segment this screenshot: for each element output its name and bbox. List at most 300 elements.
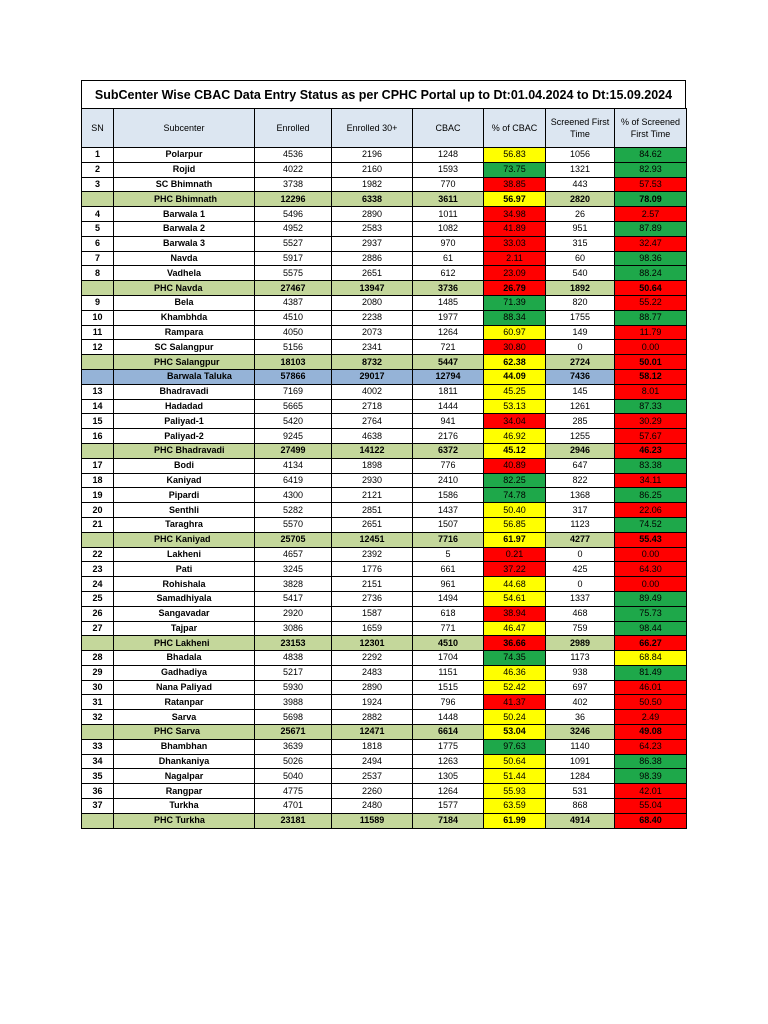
cell-enrolled: 5698 <box>255 710 332 725</box>
cell-pct-cbac: 74.78 <box>484 488 546 503</box>
cell-enrolled-30: 1818 <box>332 739 413 754</box>
cell-screened-first-time: 759 <box>546 621 615 636</box>
cell-subcenter: Rojid <box>114 162 255 177</box>
cell-enrolled-30: 2583 <box>332 221 413 236</box>
cell-screened-first-time: 540 <box>546 266 615 281</box>
cell-pct-cbac: 44.09 <box>484 369 546 384</box>
cell-enrolled: 27467 <box>255 281 332 296</box>
cell-pct-cbac: 36.66 <box>484 636 546 651</box>
cell-pct-screened: 8.01 <box>615 384 687 399</box>
cell-pct-cbac: 74.35 <box>484 651 546 666</box>
cell-enrolled: 18103 <box>255 355 332 370</box>
cell-enrolled-30: 1898 <box>332 458 413 473</box>
table-row <box>82 517 687 532</box>
cell-screened-first-time: 1368 <box>546 488 615 503</box>
cell-pct-cbac: 37.22 <box>484 562 546 577</box>
cell-enrolled-30: 2651 <box>332 517 413 532</box>
cell-subcenter: Nana Paliyad <box>114 680 255 695</box>
cell-subcenter: Gadhadiya <box>114 665 255 680</box>
cell-pct-screened: 88.24 <box>615 266 687 281</box>
cell-pct-cbac: 63.59 <box>484 799 546 814</box>
cell-sn: 20 <box>82 503 114 518</box>
header-subcenter: Subcenter <box>114 109 255 148</box>
cell-enrolled-30: 12471 <box>332 725 413 740</box>
table-row <box>82 710 687 725</box>
cell-screened-first-time: 7436 <box>546 369 615 384</box>
cell-pct-screened: 64.30 <box>615 562 687 577</box>
cell-subcenter: Kaniyad <box>114 473 255 488</box>
cell-screened-first-time: 1284 <box>546 769 615 784</box>
cell-cbac: 1248 <box>413 148 484 163</box>
cell-pct-cbac: 45.25 <box>484 384 546 399</box>
cell-cbac: 6372 <box>413 443 484 458</box>
cell-cbac: 1082 <box>413 221 484 236</box>
cell-pct-cbac: 56.97 <box>484 192 546 207</box>
cell-cbac: 770 <box>413 177 484 192</box>
cell-enrolled: 57866 <box>255 369 332 384</box>
cell-sn: 4 <box>82 207 114 222</box>
cell-subcenter: SC Salangpur <box>114 340 255 355</box>
cell-subcenter: Bhambhan <box>114 739 255 754</box>
cell-enrolled-30: 2196 <box>332 148 413 163</box>
cell-screened-first-time: 1140 <box>546 739 615 754</box>
cell-enrolled: 27499 <box>255 443 332 458</box>
cell-screened-first-time: 315 <box>546 236 615 251</box>
cell-screened-first-time: 443 <box>546 177 615 192</box>
cell-enrolled: 12296 <box>255 192 332 207</box>
cell-sn: 24 <box>82 577 114 592</box>
cell-cbac: 5447 <box>413 355 484 370</box>
cell-subcenter: PHC Navda <box>114 281 255 296</box>
cell-subcenter: Nagalpar <box>114 769 255 784</box>
cell-sn: 14 <box>82 399 114 414</box>
cell-pct-screened: 42.01 <box>615 784 687 799</box>
table-row <box>82 340 687 355</box>
cell-enrolled: 4952 <box>255 221 332 236</box>
cell-sn <box>82 369 114 384</box>
cell-screened-first-time: 402 <box>546 695 615 710</box>
cell-pct-cbac: 34.04 <box>484 414 546 429</box>
cell-pct-screened: 86.25 <box>615 488 687 503</box>
cell-subcenter: PHC Bhadravadi <box>114 443 255 458</box>
cell-enrolled: 5026 <box>255 754 332 769</box>
cell-pct-screened: 68.40 <box>615 813 687 828</box>
cell-sn: 32 <box>82 710 114 725</box>
cell-subcenter: Sangavadar <box>114 606 255 621</box>
cell-cbac: 1586 <box>413 488 484 503</box>
cell-sn: 34 <box>82 754 114 769</box>
cell-pct-cbac: 0.21 <box>484 547 546 562</box>
table-row <box>82 251 687 266</box>
header-sn: SN <box>82 109 114 148</box>
cell-pct-screened: 55.22 <box>615 295 687 310</box>
header-pct-cbac: % of CBAC <box>484 109 546 148</box>
cell-subcenter: Samadhiyala <box>114 591 255 606</box>
cell-sn: 35 <box>82 769 114 784</box>
header-cbac: CBAC <box>413 109 484 148</box>
cell-enrolled-30: 2494 <box>332 754 413 769</box>
cell-pct-cbac: 51.44 <box>484 769 546 784</box>
cell-screened-first-time: 0 <box>546 577 615 592</box>
cell-enrolled-30: 1659 <box>332 621 413 636</box>
cell-enrolled-30: 2238 <box>332 310 413 325</box>
cell-enrolled: 4701 <box>255 799 332 814</box>
cell-sn: 18 <box>82 473 114 488</box>
cell-cbac: 771 <box>413 621 484 636</box>
cell-screened-first-time: 4914 <box>546 813 615 828</box>
cell-sn <box>82 813 114 828</box>
cell-sn <box>82 532 114 547</box>
table-row <box>82 503 687 518</box>
cell-pct-screened: 64.23 <box>615 739 687 754</box>
cell-sn: 16 <box>82 429 114 444</box>
cell-enrolled: 5496 <box>255 207 332 222</box>
cell-screened-first-time: 1892 <box>546 281 615 296</box>
cell-enrolled-30: 2937 <box>332 236 413 251</box>
cell-pct-screened: 83.38 <box>615 458 687 473</box>
cell-screened-first-time: 1123 <box>546 517 615 532</box>
table-row <box>82 754 687 769</box>
cell-subcenter: Rampara <box>114 325 255 340</box>
cell-enrolled: 23181 <box>255 813 332 828</box>
cell-enrolled-30: 2537 <box>332 769 413 784</box>
phc-total-row <box>82 813 687 828</box>
cell-cbac: 1437 <box>413 503 484 518</box>
table-row <box>82 458 687 473</box>
cell-sn: 21 <box>82 517 114 532</box>
cell-cbac: 6614 <box>413 725 484 740</box>
cell-subcenter: Barwala Taluka <box>114 369 255 384</box>
cell-pct-cbac: 56.83 <box>484 148 546 163</box>
header-pct-screened: % of Screened First Time <box>615 109 687 148</box>
cell-enrolled-30: 2480 <box>332 799 413 814</box>
cell-cbac: 1448 <box>413 710 484 725</box>
cell-sn: 31 <box>82 695 114 710</box>
cell-pct-screened: 87.33 <box>615 399 687 414</box>
cell-enrolled: 5040 <box>255 769 332 784</box>
cell-pct-cbac: 61.99 <box>484 813 546 828</box>
cell-screened-first-time: 1091 <box>546 754 615 769</box>
cell-enrolled-30: 2930 <box>332 473 413 488</box>
cell-enrolled: 4134 <box>255 458 332 473</box>
cell-cbac: 612 <box>413 266 484 281</box>
cell-subcenter: Dhankaniya <box>114 754 255 769</box>
cell-screened-first-time: 531 <box>546 784 615 799</box>
cell-subcenter: Paliyad-2 <box>114 429 255 444</box>
cell-cbac: 12794 <box>413 369 484 384</box>
cell-subcenter: PHC Bhimnath <box>114 192 255 207</box>
cell-screened-first-time: 1173 <box>546 651 615 666</box>
cell-enrolled-30: 2292 <box>332 651 413 666</box>
cell-pct-cbac: 30.80 <box>484 340 546 355</box>
cell-pct-screened: 2.49 <box>615 710 687 725</box>
cell-enrolled-30: 2882 <box>332 710 413 725</box>
cell-pct-screened: 0.00 <box>615 577 687 592</box>
cell-enrolled-30: 2483 <box>332 665 413 680</box>
cell-enrolled: 4510 <box>255 310 332 325</box>
cell-enrolled: 25705 <box>255 532 332 547</box>
cell-screened-first-time: 36 <box>546 710 615 725</box>
cell-screened-first-time: 4277 <box>546 532 615 547</box>
cell-sn: 1 <box>82 148 114 163</box>
cell-pct-screened: 86.38 <box>615 754 687 769</box>
cell-pct-cbac: 46.36 <box>484 665 546 680</box>
cell-sn <box>82 355 114 370</box>
cell-cbac: 3736 <box>413 281 484 296</box>
cell-pct-screened: 50.64 <box>615 281 687 296</box>
cell-cbac: 661 <box>413 562 484 577</box>
cell-sn: 37 <box>82 799 114 814</box>
table-row <box>82 591 687 606</box>
cell-subcenter: Bodi <box>114 458 255 473</box>
cell-sn: 10 <box>82 310 114 325</box>
cell-subcenter: SC Bhimnath <box>114 177 255 192</box>
table-row <box>82 651 687 666</box>
cell-screened-first-time: 951 <box>546 221 615 236</box>
table-row <box>82 799 687 814</box>
cell-pct-cbac: 53.04 <box>484 725 546 740</box>
cell-enrolled: 6419 <box>255 473 332 488</box>
cell-cbac: 776 <box>413 458 484 473</box>
cell-cbac: 721 <box>413 340 484 355</box>
cell-cbac: 1444 <box>413 399 484 414</box>
cell-cbac: 1577 <box>413 799 484 814</box>
cell-sn: 12 <box>82 340 114 355</box>
cell-subcenter: Bhadravadi <box>114 384 255 399</box>
cell-enrolled: 4536 <box>255 148 332 163</box>
cell-cbac: 1305 <box>413 769 484 784</box>
table-row <box>82 739 687 754</box>
cell-pct-screened: 98.36 <box>615 251 687 266</box>
table-row <box>82 769 687 784</box>
cell-subcenter: PHC Turkha <box>114 813 255 828</box>
cell-cbac: 2176 <box>413 429 484 444</box>
cell-cbac: 1515 <box>413 680 484 695</box>
cbac-status-table <box>81 108 687 829</box>
cell-cbac: 796 <box>413 695 484 710</box>
cell-subcenter: Barwala 1 <box>114 207 255 222</box>
cell-pct-screened: 46.23 <box>615 443 687 458</box>
cell-enrolled-30: 2392 <box>332 547 413 562</box>
cell-enrolled: 5930 <box>255 680 332 695</box>
cell-enrolled-30: 12301 <box>332 636 413 651</box>
cell-enrolled: 4387 <box>255 295 332 310</box>
cell-screened-first-time: 3246 <box>546 725 615 740</box>
cell-enrolled-30: 4638 <box>332 429 413 444</box>
cell-screened-first-time: 1755 <box>546 310 615 325</box>
cell-enrolled: 9245 <box>255 429 332 444</box>
cell-enrolled-30: 2736 <box>332 591 413 606</box>
cell-screened-first-time: 938 <box>546 665 615 680</box>
cell-pct-cbac: 34.98 <box>484 207 546 222</box>
cell-subcenter: Rohishala <box>114 577 255 592</box>
table-row <box>82 399 687 414</box>
cell-enrolled: 5917 <box>255 251 332 266</box>
cell-sn: 26 <box>82 606 114 621</box>
cell-pct-screened: 30.29 <box>615 414 687 429</box>
cell-pct-screened: 57.67 <box>615 429 687 444</box>
cell-pct-cbac: 41.89 <box>484 221 546 236</box>
cell-subcenter: PHC Sarva <box>114 725 255 740</box>
cell-cbac: 618 <box>413 606 484 621</box>
cell-subcenter: Polarpur <box>114 148 255 163</box>
cell-enrolled-30: 6338 <box>332 192 413 207</box>
cell-sn <box>82 192 114 207</box>
cell-enrolled: 3988 <box>255 695 332 710</box>
cell-pct-screened: 55.04 <box>615 799 687 814</box>
cell-sn: 15 <box>82 414 114 429</box>
cell-screened-first-time: 1321 <box>546 162 615 177</box>
cell-enrolled-30: 1587 <box>332 606 413 621</box>
cell-sn: 36 <box>82 784 114 799</box>
cell-cbac: 7184 <box>413 813 484 828</box>
table-row <box>82 310 687 325</box>
table-row <box>82 577 687 592</box>
cell-sn: 27 <box>82 621 114 636</box>
cell-pct-screened: 0.00 <box>615 547 687 562</box>
cell-enrolled-30: 2764 <box>332 414 413 429</box>
cell-enrolled: 3086 <box>255 621 332 636</box>
cell-cbac: 1485 <box>413 295 484 310</box>
cell-cbac: 1264 <box>413 784 484 799</box>
cell-pct-cbac: 88.34 <box>484 310 546 325</box>
cell-pct-screened: 78.09 <box>615 192 687 207</box>
cell-screened-first-time: 822 <box>546 473 615 488</box>
cell-enrolled-30: 11589 <box>332 813 413 828</box>
cell-sn: 28 <box>82 651 114 666</box>
cell-enrolled: 4050 <box>255 325 332 340</box>
cell-sn: 7 <box>82 251 114 266</box>
cell-subcenter: Khambhda <box>114 310 255 325</box>
cell-subcenter: Vadhela <box>114 266 255 281</box>
cell-pct-screened: 49.08 <box>615 725 687 740</box>
cell-sn: 9 <box>82 295 114 310</box>
cell-screened-first-time: 2946 <box>546 443 615 458</box>
cell-enrolled-30: 12451 <box>332 532 413 547</box>
cell-cbac: 1704 <box>413 651 484 666</box>
cell-screened-first-time: 647 <box>546 458 615 473</box>
cell-subcenter: Rangpar <box>114 784 255 799</box>
cell-pct-screened: 2.57 <box>615 207 687 222</box>
cell-screened-first-time: 1255 <box>546 429 615 444</box>
report-title: SubCenter Wise CBAC Data Entry Status as per CPHC Portal up to Dt:01.04.2024 to Dt:15.09.2024 <box>81 80 686 108</box>
phc-total-row <box>82 192 687 207</box>
cell-cbac: 1593 <box>413 162 484 177</box>
cell-cbac: 1264 <box>413 325 484 340</box>
cell-pct-cbac: 2.11 <box>484 251 546 266</box>
cell-enrolled-30: 2890 <box>332 680 413 695</box>
cell-sn: 6 <box>82 236 114 251</box>
cell-enrolled: 5217 <box>255 665 332 680</box>
phc-total-row <box>82 355 687 370</box>
cell-enrolled-30: 2260 <box>332 784 413 799</box>
phc-total-row <box>82 443 687 458</box>
cell-screened-first-time: 2724 <box>546 355 615 370</box>
cell-subcenter: PHC Kaniyad <box>114 532 255 547</box>
cell-pct-cbac: 73.75 <box>484 162 546 177</box>
cell-pct-cbac: 45.12 <box>484 443 546 458</box>
cell-sn <box>82 443 114 458</box>
phc-total-row <box>82 281 687 296</box>
cell-enrolled-30: 2080 <box>332 295 413 310</box>
cell-enrolled: 23153 <box>255 636 332 651</box>
cell-cbac: 4510 <box>413 636 484 651</box>
cell-cbac: 1811 <box>413 384 484 399</box>
cell-cbac: 970 <box>413 236 484 251</box>
cell-pct-screened: 32.47 <box>615 236 687 251</box>
table-row <box>82 325 687 340</box>
table-row <box>82 665 687 680</box>
cell-sn: 33 <box>82 739 114 754</box>
cell-enrolled: 4775 <box>255 784 332 799</box>
cell-subcenter: Bela <box>114 295 255 310</box>
cell-pct-cbac: 50.24 <box>484 710 546 725</box>
cell-enrolled: 4657 <box>255 547 332 562</box>
cell-subcenter: Hadadad <box>114 399 255 414</box>
cell-pct-screened: 0.00 <box>615 340 687 355</box>
cell-cbac: 1263 <box>413 754 484 769</box>
cell-enrolled-30: 2341 <box>332 340 413 355</box>
cell-pct-cbac: 56.85 <box>484 517 546 532</box>
cell-pct-cbac: 38.85 <box>484 177 546 192</box>
cell-subcenter: Bhadala <box>114 651 255 666</box>
cell-pct-screened: 50.50 <box>615 695 687 710</box>
cell-enrolled-30: 2121 <box>332 488 413 503</box>
cell-sn: 11 <box>82 325 114 340</box>
cell-enrolled: 25671 <box>255 725 332 740</box>
table-row <box>82 266 687 281</box>
cell-screened-first-time: 468 <box>546 606 615 621</box>
cell-pct-cbac: 50.64 <box>484 754 546 769</box>
cell-pct-screened: 74.52 <box>615 517 687 532</box>
cell-cbac: 1507 <box>413 517 484 532</box>
cell-enrolled-30: 2890 <box>332 207 413 222</box>
header-enrolled: Enrolled <box>255 109 332 148</box>
cell-enrolled: 4300 <box>255 488 332 503</box>
cell-enrolled-30: 29017 <box>332 369 413 384</box>
cell-pct-screened: 98.44 <box>615 621 687 636</box>
cell-screened-first-time: 285 <box>546 414 615 429</box>
cell-sn: 19 <box>82 488 114 503</box>
cell-pct-screened: 81.49 <box>615 665 687 680</box>
cell-enrolled: 4022 <box>255 162 332 177</box>
cell-enrolled: 5156 <box>255 340 332 355</box>
cell-cbac: 1151 <box>413 665 484 680</box>
cell-subcenter: Tajpar <box>114 621 255 636</box>
header-screened-first-time: Screened First Time <box>546 109 615 148</box>
cell-screened-first-time: 0 <box>546 340 615 355</box>
cell-screened-first-time: 425 <box>546 562 615 577</box>
table-row <box>82 177 687 192</box>
cell-screened-first-time: 1337 <box>546 591 615 606</box>
cell-enrolled-30: 4002 <box>332 384 413 399</box>
cell-screened-first-time: 820 <box>546 295 615 310</box>
cell-enrolled: 4838 <box>255 651 332 666</box>
cell-subcenter: Barwala 2 <box>114 221 255 236</box>
cell-screened-first-time: 317 <box>546 503 615 518</box>
cell-sn: 29 <box>82 665 114 680</box>
cell-pct-cbac: 60.97 <box>484 325 546 340</box>
cell-pct-screened: 22.06 <box>615 503 687 518</box>
table-row <box>82 488 687 503</box>
report-sheet <box>81 80 686 829</box>
cell-enrolled-30: 2160 <box>332 162 413 177</box>
cell-sn <box>82 636 114 651</box>
cell-pct-cbac: 61.97 <box>484 532 546 547</box>
table-row <box>82 162 687 177</box>
cell-subcenter: Ratanpar <box>114 695 255 710</box>
cell-sn: 2 <box>82 162 114 177</box>
